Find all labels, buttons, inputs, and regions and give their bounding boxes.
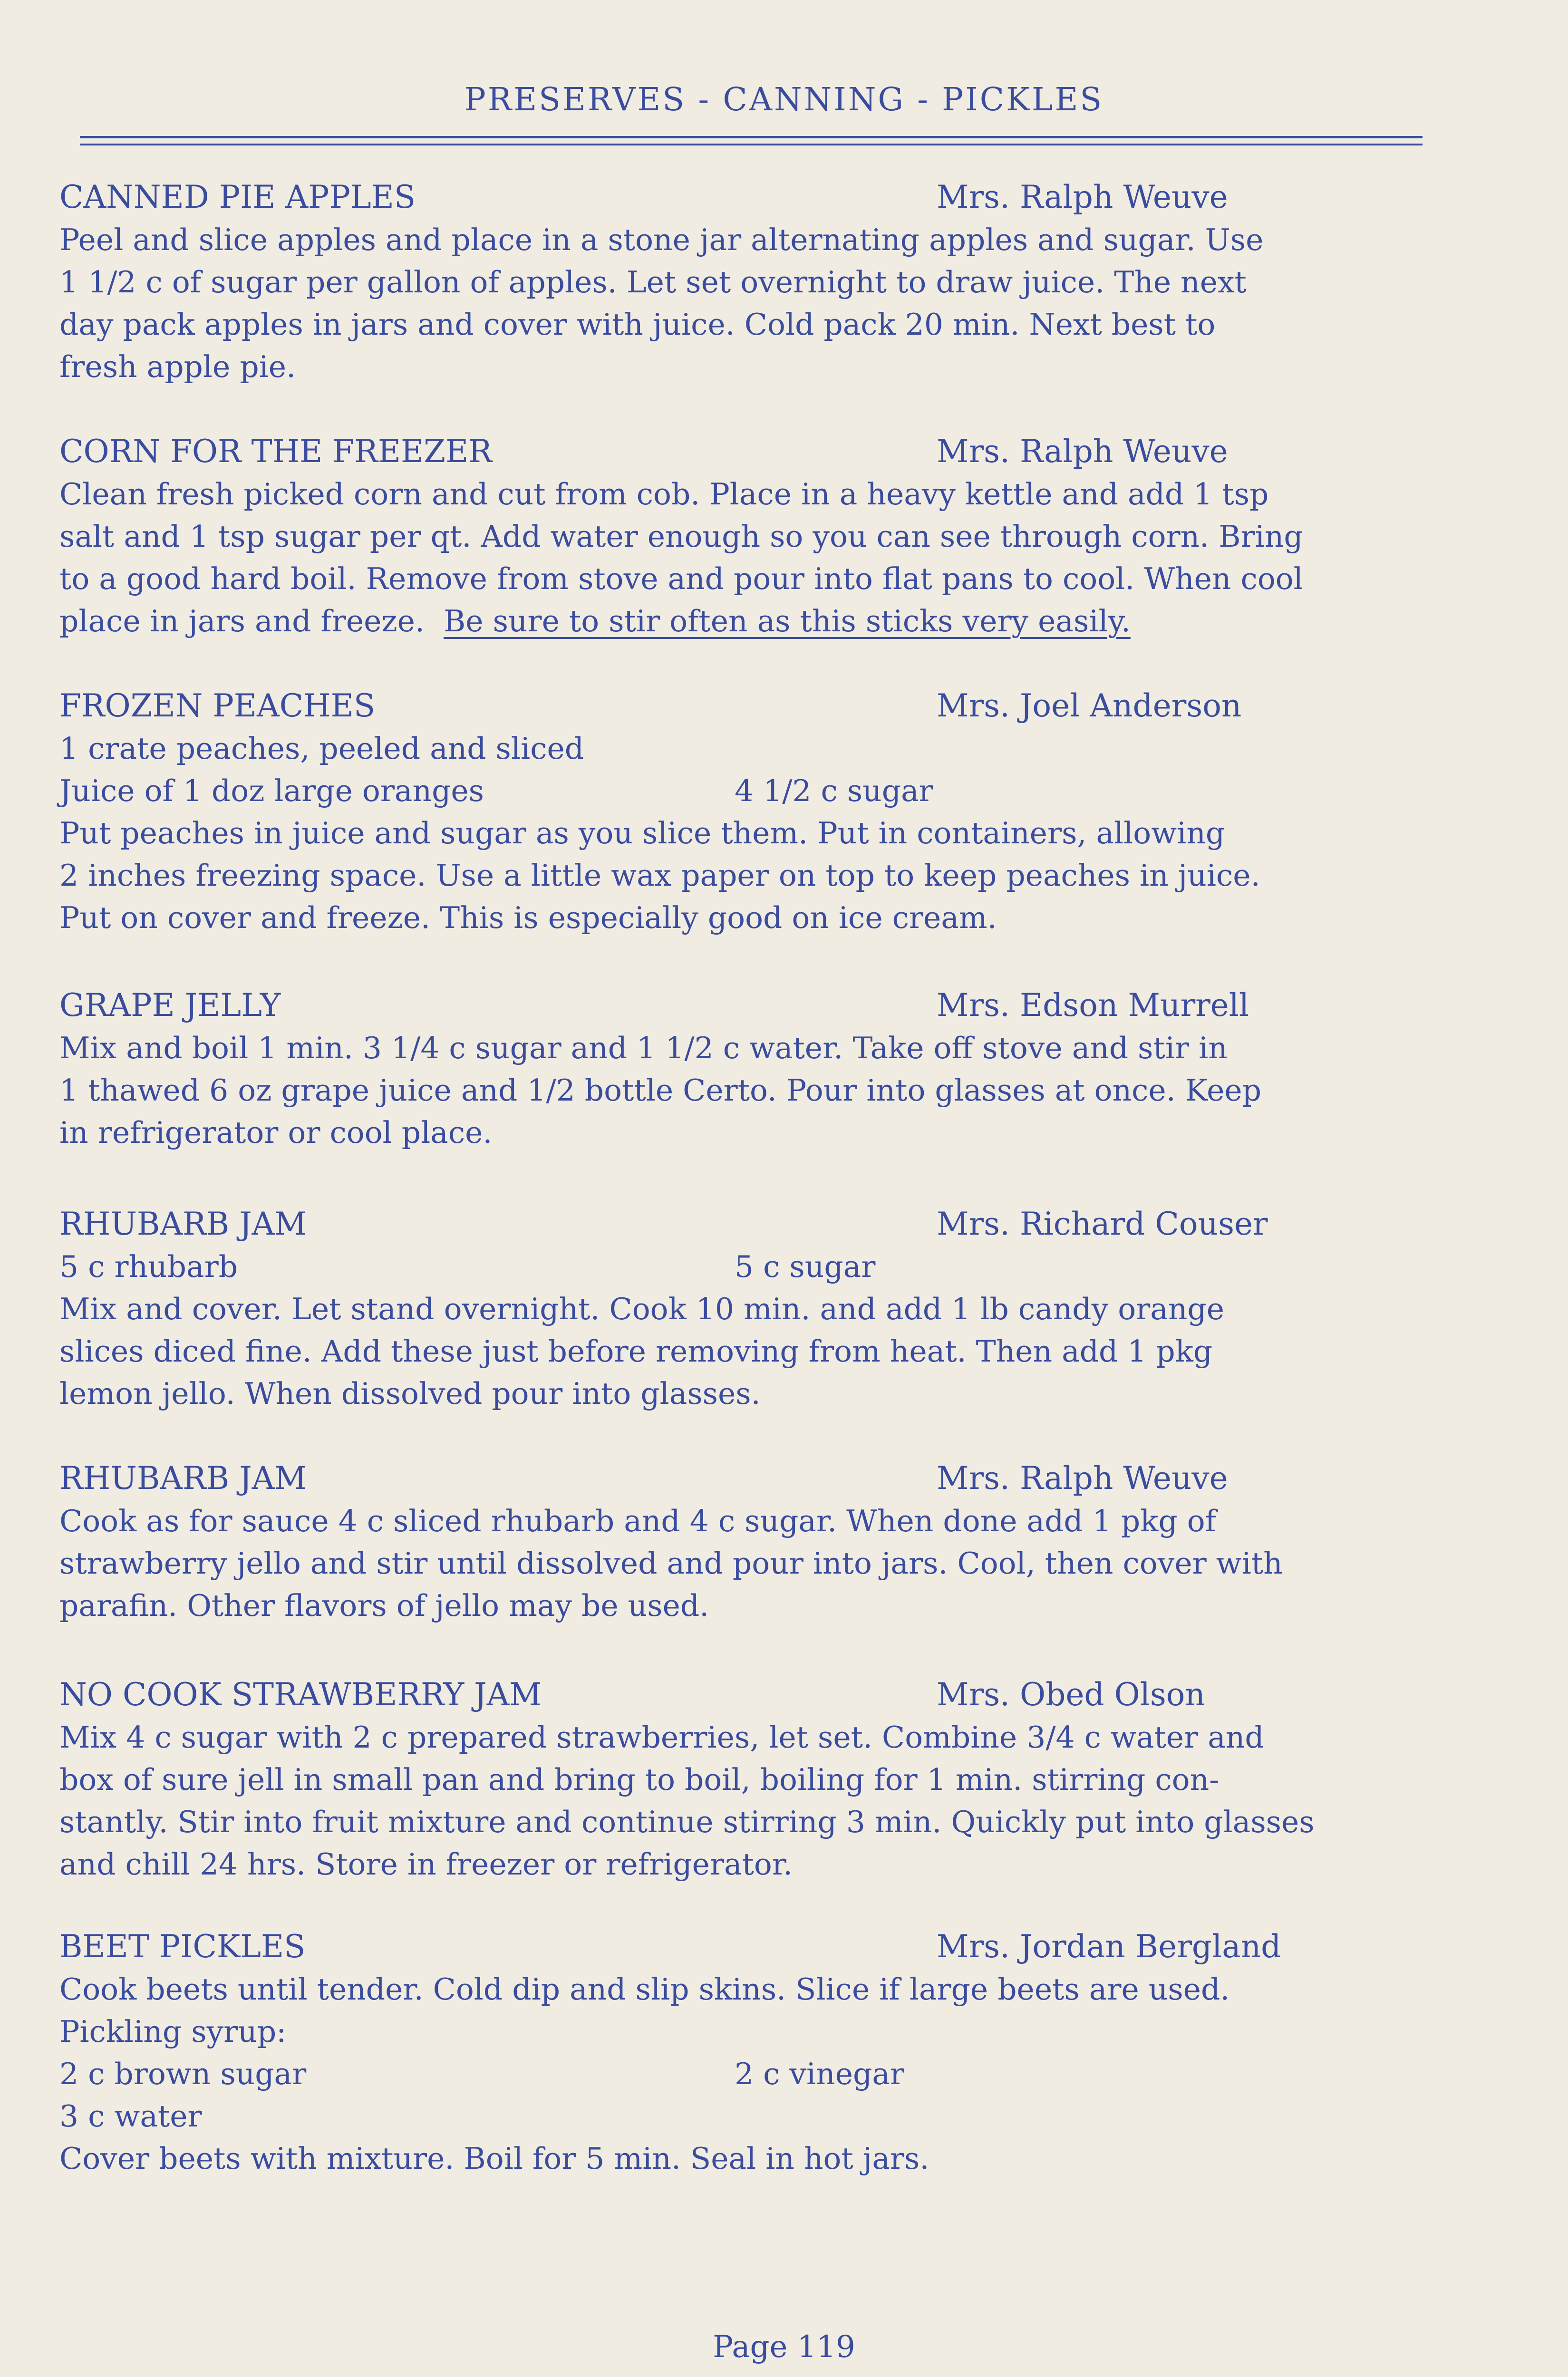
recipe-title: RHUBARB JAM	[59, 1460, 307, 1497]
recipe-line: Cook beets until tender. Cold dip and slip skins. Slice if large beets are used.	[59, 1972, 1230, 2007]
ingredient: 2 c vinegar	[735, 2057, 905, 2091]
recipe-author: Mrs. Richard Couser	[937, 1206, 1268, 1242]
ingredient-row	[59, 2095, 1510, 2137]
recipe-grape-jelly	[59, 984, 1510, 1154]
recipe-line: stantly. Stir into fruit mixture and continue stirring 3 min. Quickly put into glasses	[59, 1805, 1315, 1839]
ingredient: 3 c water	[59, 2099, 202, 2134]
recipe-line: Clean fresh picked corn and cut from cob. Place in a heavy kettle and add 1 tsp	[59, 477, 1269, 512]
recipe-canned-pie-apples	[59, 176, 1510, 388]
recipe-title: CANNED PIE APPLES	[59, 179, 416, 215]
recipe-author: Mrs. Ralph Weuve	[937, 179, 1228, 215]
header-rule-bottom	[80, 144, 1423, 145]
page-header: PRESERVES - CANNING - PICKLES	[464, 81, 1104, 118]
recipe-line: and chill 24 hrs. Store in freezer or refrigerator.	[59, 1847, 793, 1882]
recipe-author: Mrs. Joel Anderson	[937, 687, 1242, 724]
recipe-author: Mrs. Edson Murrell	[937, 987, 1249, 1024]
recipe-line: Pickling syrup:	[59, 2014, 287, 2049]
recipe-line: Cover beets with mixture. Boil for 5 min. Seal in hot jars.	[59, 2141, 929, 2176]
ingredient: 5 c sugar	[735, 1249, 876, 1284]
ingredient-row	[59, 2053, 1510, 2095]
ingredient: Juice of 1 doz large oranges	[59, 773, 484, 808]
recipe-line: Mix and cover. Let stand overnight. Cook 10 min. and add 1 lb candy orange	[59, 1292, 1225, 1326]
recipe-line: box of sure jell in small pan and bring to boil, boiling for 1 min. stirring con-	[59, 1762, 1220, 1797]
ingredient-row	[59, 1246, 1510, 1288]
page-number: Page 119	[713, 2329, 855, 2365]
recipe-line: lemon jello. When dissolved pour into glasses.	[59, 1376, 761, 1411]
ingredient: 4 1/2 c sugar	[735, 773, 933, 808]
recipe-line: fresh apple pie.	[59, 349, 296, 384]
recipe-title: NO COOK STRAWBERRY JAM	[59, 1676, 542, 1713]
recipe-line: strawberry jello and stir until dissolved and pour into jars. Cool, then cover with	[59, 1546, 1283, 1581]
ingredient: 2 c brown sugar	[59, 2057, 307, 2091]
recipe-title: RHUBARB JAM	[59, 1206, 307, 1242]
recipe-author: Mrs. Ralph Weuve	[937, 1460, 1228, 1497]
ingredient-row	[59, 770, 1510, 812]
recipe-line: Cook as for sauce 4 c sliced rhubarb and 4 c sugar. When done add 1 pkg of	[59, 1504, 1216, 1538]
ingredient-row	[59, 727, 1510, 770]
recipe-rhubarb-jam-2	[59, 1457, 1510, 1627]
recipe-line: Mix and boil 1 min. 3 1/4 c sugar and 1 1/2 c water. Take off stove and stir in	[59, 1031, 1228, 1065]
recipe-line: Put on cover and freeze. This is especially good on ice cream.	[59, 900, 997, 935]
recipe-line	[59, 600, 1510, 642]
recipe-line: 2 inches freezing space. Use a little wax paper on top to keep peaches in juice.	[59, 858, 1260, 893]
recipe-line: slices diced fine. Add these just before removing from heat. Then add 1 pkg	[59, 1334, 1213, 1369]
recipe-line: day pack apples in jars and cover with juice. Cold pack 20 min. Next best to	[59, 307, 1216, 342]
recipe-line: 1 thawed 6 oz grape juice and 1/2 bottle Certo. Pour into glasses at once. Keep	[59, 1073, 1262, 1108]
recipe-title: FROZEN PEACHES	[59, 687, 376, 724]
recipe-author: Mrs. Obed Olson	[937, 1676, 1205, 1713]
recipe-line: salt and 1 tsp sugar per qt. Add water enough so you can see through corn. Bring	[59, 519, 1303, 554]
ingredient: 1 crate peaches, peeled and sliced	[59, 731, 584, 766]
recipe-line-plain: place in jars and freeze.	[59, 604, 444, 638]
recipe-title: BEET PICKLES	[59, 1928, 306, 1965]
recipe-no-cook-strawberry-jam	[59, 1673, 1510, 1885]
recipe-line: Mix 4 c sugar with 2 c prepared strawberries, let set. Combine 3/4 c water and	[59, 1720, 1264, 1755]
recipe-line: Peel and slice apples and place in a stone jar alternating apples and sugar. Use	[59, 222, 1264, 257]
recipe-beet-pickles	[59, 1925, 1510, 2180]
recipe-line: parafin. Other flavors of jello may be used.	[59, 1588, 709, 1623]
recipe-title: CORN FOR THE FREEZER	[59, 433, 492, 470]
recipe-corn-for-the-freezer	[59, 430, 1510, 642]
recipe-author: Mrs. Ralph Weuve	[937, 433, 1228, 470]
recipe-line: Put peaches in juice and sugar as you slice them. Put in containers, allowing	[59, 816, 1225, 850]
recipe-title: GRAPE JELLY	[59, 987, 281, 1024]
underlined-warning: Be sure to stir often as this sticks very easily.	[444, 604, 1131, 638]
recipe-line: 1 1/2 c of sugar per gallon of apples. Let set overnight to draw juice. The next	[59, 265, 1247, 300]
ingredient: 5 c rhubarb	[59, 1249, 238, 1284]
recipe-line: to a good hard boil. Remove from stove and pour into flat pans to cool. When cool	[59, 561, 1303, 596]
recipe-line: in refrigerator or cool place.	[59, 1115, 493, 1150]
recipe-frozen-peaches	[59, 685, 1510, 939]
recipe-author: Mrs. Jordan Bergland	[937, 1928, 1281, 1965]
header-rule-top	[80, 136, 1423, 138]
recipe-rhubarb-jam-1	[59, 1203, 1510, 1415]
